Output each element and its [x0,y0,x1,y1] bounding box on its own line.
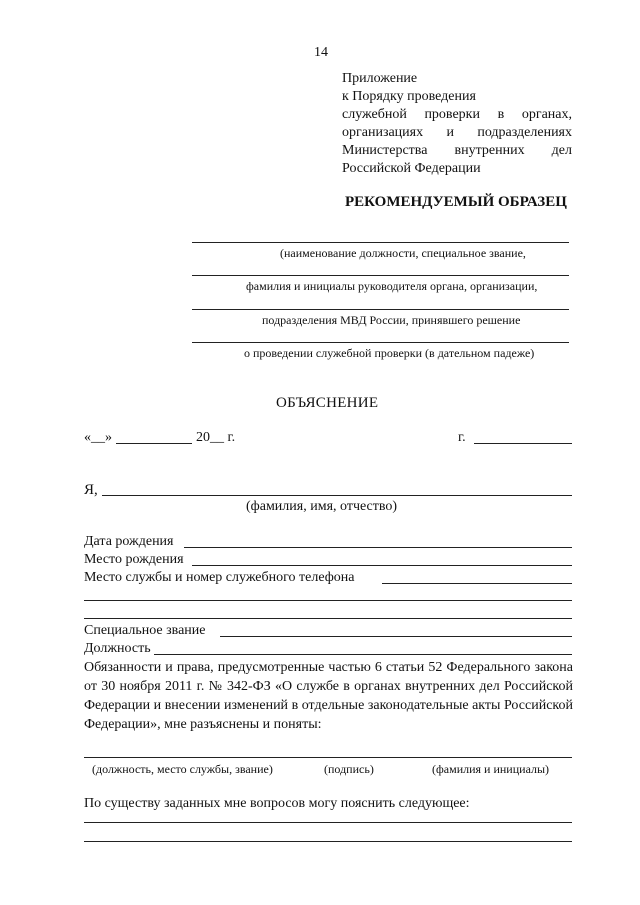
position-label: Должность [84,641,151,656]
page-number: 14 [314,45,328,60]
signature-hint-name: (фамилия и инициалы) [432,762,550,776]
city-field[interactable] [474,443,572,444]
appendix-line: к Порядку проведения [342,89,476,104]
explanation-line-1[interactable] [84,822,572,823]
birth-place-field[interactable] [192,565,572,566]
city-label: г. [458,430,466,445]
birth-date-label: Дата рождения [84,534,174,549]
appendix-line: Министерства внутренних дел [342,143,572,158]
service-place-label: Место службы и номер служебного телефона [84,570,355,585]
rank-field[interactable] [220,636,572,637]
date-month-field[interactable] [116,443,192,444]
addressee-line-1[interactable] [192,242,569,243]
signature-hint-signature: (подпись) [324,762,374,776]
addressee-line-4[interactable] [192,342,569,343]
signature-hint-position: (должность, место службы, звание) [92,762,273,776]
full-name-hint: (фамилия, имя, отчество) [246,499,398,514]
date-year: 20__ г. [196,430,236,445]
explanation-line-2[interactable] [84,841,572,842]
document-title: ОБЪЯСНЕНИЕ [276,395,379,411]
signature-line[interactable] [84,757,572,758]
date-day: «__» [84,430,112,445]
sample-heading: РЕКОМЕНДУЕМЫЙ ОБРАЗЕЦ [345,194,567,210]
position-field[interactable] [154,654,572,655]
appendix-line: Российской Федерации [342,161,481,176]
birth-date-field[interactable] [184,547,572,548]
addressee-line-2[interactable] [192,275,569,276]
appendix-line: организациях и подразделениях [342,125,572,140]
birth-place-label: Место рождения [84,552,184,567]
explanation-intro: По существу заданных мне вопросов могу пояснить следующее: [84,796,470,811]
rights-paragraph: Обязанности и права, предусмотренные частью 6 статьи 52 Федерального закона от 30 ноября 2011 г. № 342-ФЗ «О службе в органах внутренних дел Российской Федерации и внесении изменений в отдельные законодательные акты Российской Федерации», мне разъяснены и поняты: [84,660,573,732]
addressee-hint-3: подразделения МВД России, принявшего решение [262,313,521,327]
addressee-hint-1: (наименование должности, специальное звание, [280,246,526,260]
service-place-extra-line-1[interactable] [84,600,572,601]
addressee-line-3[interactable] [192,309,569,310]
addressee-hint-4: о проведении служебной проверки (в дательном падеже) [244,346,535,360]
appendix-line: Приложение [342,71,418,86]
service-place-field[interactable] [382,583,572,584]
service-place-extra-line-2[interactable] [84,618,572,619]
person-prefix: Я, [84,482,98,498]
appendix-block [342,70,572,178]
rank-label: Специальное звание [84,623,206,638]
addressee-hint-2: фамилия и инициалы руководителя органа, организации, [246,279,538,293]
appendix-line: служебной проверки в органах, [342,107,572,122]
full-name-field[interactable] [102,495,572,496]
